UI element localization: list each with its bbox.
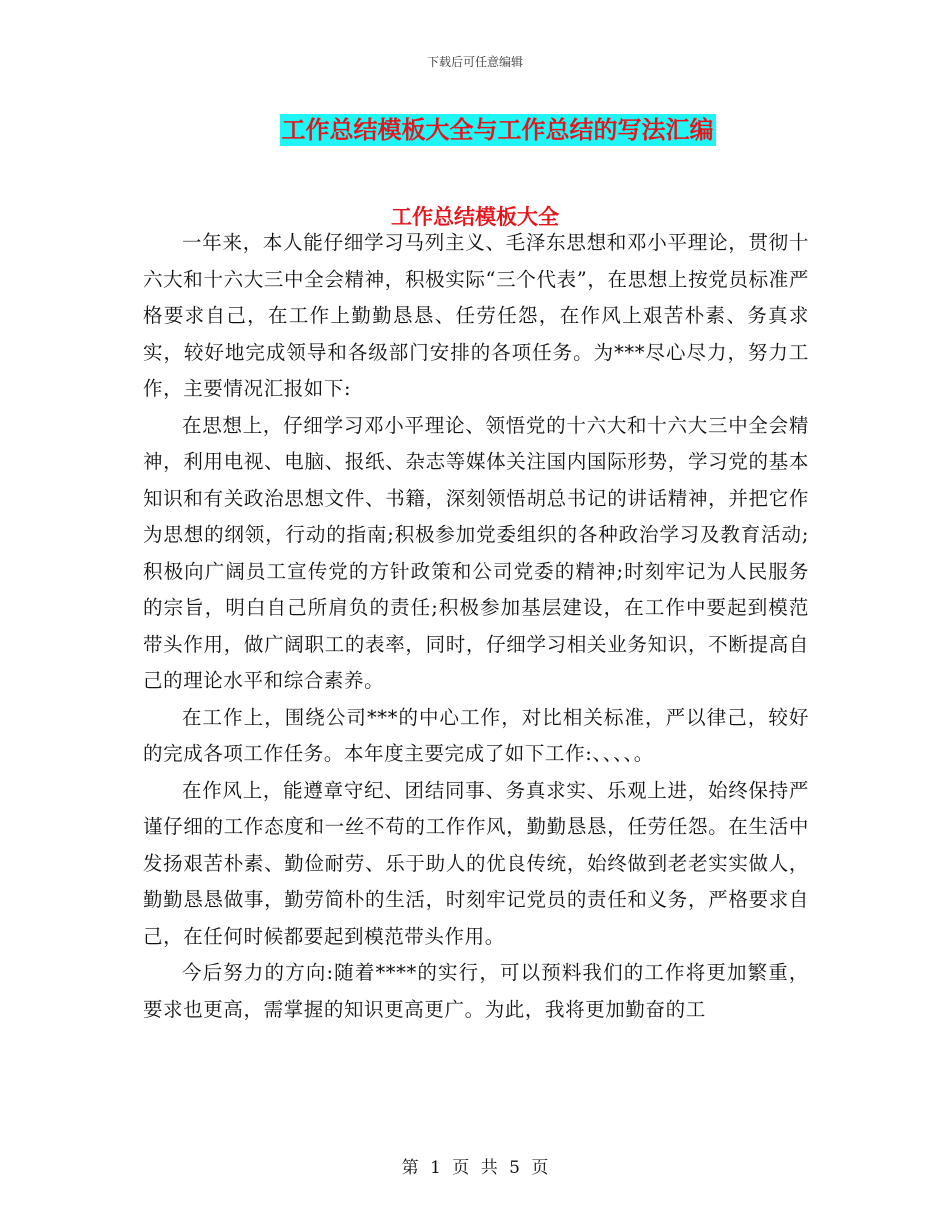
paragraph-thought: 在思想上，仔细学习邓小平理论、领悟党的十六大和十六大三中全会精神，利用电视、电脑、报纸、杂志等媒体关注国内国际形势，学习党的基本知识和有关政治思想文件、书籍，深刻领悟胡总书记的讲话精神，并把它作为思想的纲领，行动的指南;积极参加党委组织的各种政治学习及教育活动;积极向广阔员工宣传党的方针政策和公司党委的精神;时刻牢记为人民服务的宗旨，明白自己所肩负的责任;积极参加基层建设，在工作中要起到模范带头作用，做广阔职工的表率，同时，仔细学习相关业务知识，不断提高自己的理论水平和综合素养。: [143, 413, 809, 692]
main-title-wrap: [0, 114, 950, 146]
paragraph-style: 在作风上，能遵章守纪、团结同事、务真求实、乐观上进，始终保持严谨仔细的工作态度和一丝不苟的工作作风，勤勤恳恳，任劳任怨。在生活中发扬艰苦朴素、勤俭耐劳、乐于助人的优良传统，始终做到老老实实做人，勤勤恳恳做事，勤劳简朴的生活，时刻牢记党员的责任和义务，严格要求自己，在任何时候都要起到模范带头作用。: [143, 778, 809, 948]
page-number-footer: 第 1 页 共 5 页: [401, 1158, 549, 1178]
document-title: 工作总结模板大全与工作总结的写法汇编: [281, 116, 714, 144]
section-title: 工作总结模板大全: [391, 205, 559, 229]
body-text: [143, 225, 809, 1028]
paragraph-intro: 一年来，本人能仔细学习马列主义、毛泽东思想和邓小平理论，贯彻十六大和十六大三中全会精神，积极实际“三个代表”，在思想上按党员标准严格要求自己，在工作上勤勤恳恳、任劳任怨，在作风上艰苦朴素、务真求实，较好地完成领导和各级部门安排的各项任务。为***尽心尽力，努力工作，主要情况汇报如下:: [143, 231, 809, 400]
header-note: 下载后可任意编辑: [426, 55, 523, 69]
paragraph-future: 今后努力的方向:随着****的实行，可以预料我们的工作将更加繁重，要求也更高，需掌握的知识更高更广。为此，我将更加勤奋的工: [143, 961, 809, 1021]
paragraph-work: 在工作上，围绕公司***的中心工作，对比相关标准，严以律己，较好的完成各项工作任务。本年度主要完成了如下工作:、、、、。: [143, 705, 809, 765]
